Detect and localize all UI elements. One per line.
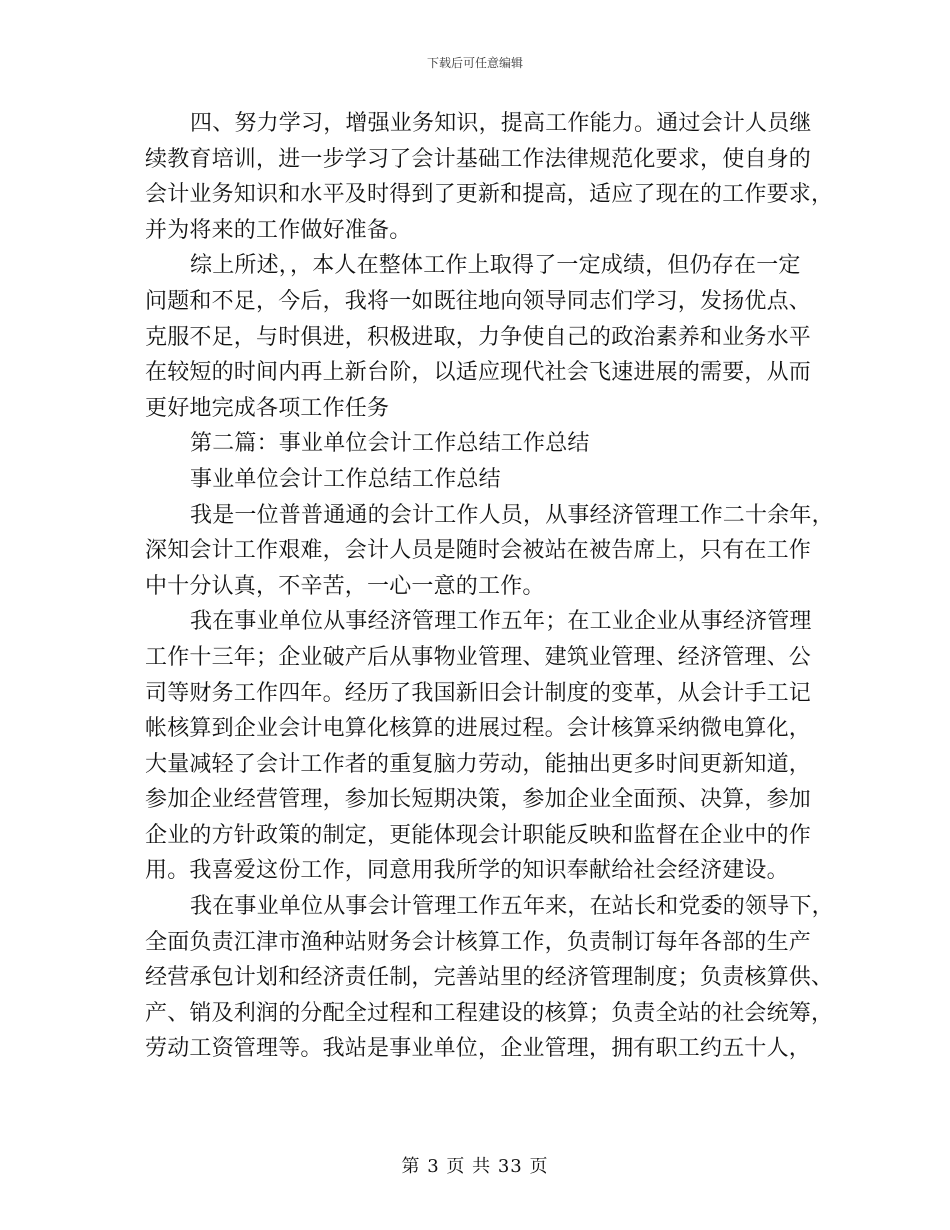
text-line: 在较短的时间内再上新台阶，以适应现代社会飞速进展的需要，从而 [145, 360, 812, 386]
text-line: 工作十三年；企业破产后从事物业管理、建筑业管理、经济管理、公 [145, 644, 812, 670]
text-line: 并为将来的工作做好准备。 [145, 217, 412, 243]
text-line: 事业单位会计工作总结工作总结 [190, 466, 501, 492]
document-body [145, 106, 834, 1067]
page-header-note: 下载后可任意编辑 [426, 56, 523, 70]
text-line: 综上所述，，本人在整体工作上取得了一定成绩，但仍存在一定 [190, 253, 801, 279]
page-number: 第 3 页 共 33 页 [401, 1156, 549, 1177]
text-line: 大量减轻了会计工作者的重复脑力劳动，能抽出更多时间更新知道， [145, 751, 812, 777]
text-line: 参加企业经营管理，参加长短期决策，参加企业全面预、决算，参加 [145, 787, 812, 813]
text-line: 我是一位普普通通的会计工作人员，从事经济管理工作二十余年， [190, 502, 834, 528]
text-line: 中十分认真，不辛苦，一心一意的工作。 [145, 573, 545, 599]
text-line: 用。我喜爱这份工作，同意用我所学的知识奉献给社会经济建设。 [145, 858, 789, 884]
text-line: 全面负责江津市渔种站财务会计核算工作，负责制订每年各部的生产 [145, 929, 812, 955]
text-line: 司等财务工作四年。经历了我国新旧会计制度的变革，从会计手工记 [145, 680, 812, 706]
text-line: 深知会计工作艰难，会计人员是随时会被站在被告席上，只有在工作 [145, 538, 812, 564]
text-line: 问题和不足，今后，我将一如既往地向领导同志们学习，发扬优点、 [145, 288, 812, 314]
text-line: 更好地完成各项工作任务 [145, 395, 390, 421]
text-line: 续教育培训，进一步学习了会计基础工作法律规范化要求，使自身的 [145, 146, 812, 172]
text-line: 劳动工资管理等。我站是事业单位，企业管理，拥有职工约五十人， [145, 1036, 812, 1062]
text-line: 四、努力学习，增强业务知识，提高工作能力。通过会计人员继 [190, 111, 812, 136]
text-line: 会计业务知识和水平及时得到了更新和提高，适应了现在的工作要求， [145, 182, 834, 208]
text-line: 产、销及利润的分配全过程和工程建设的核算；负责全站的社会统筹， [145, 1000, 834, 1026]
text-line: 第二篇：事业单位会计工作总结工作总结 [190, 431, 590, 457]
text-line: 企业的方针政策的制定，更能体现会计职能反映和监督在企业中的作 [145, 822, 812, 848]
text-line: 帐核算到企业会计电算化核算的进展过程。会计核算采纳微电算化， [145, 716, 812, 742]
text-line: 我在事业单位从事会计管理工作五年来，在站长和党委的领导下， [190, 894, 834, 920]
text-line: 克服不足，与时俱进，积极进取，力争使自己的政治素养和业务水平 [145, 324, 812, 350]
text-line: 经营承包计划和经济责任制，完善站里的经济管理制度；负责核算供、 [145, 965, 834, 991]
text-line: 我在事业单位从事经济管理工作五年；在工业企业从事经济管理 [190, 609, 812, 635]
